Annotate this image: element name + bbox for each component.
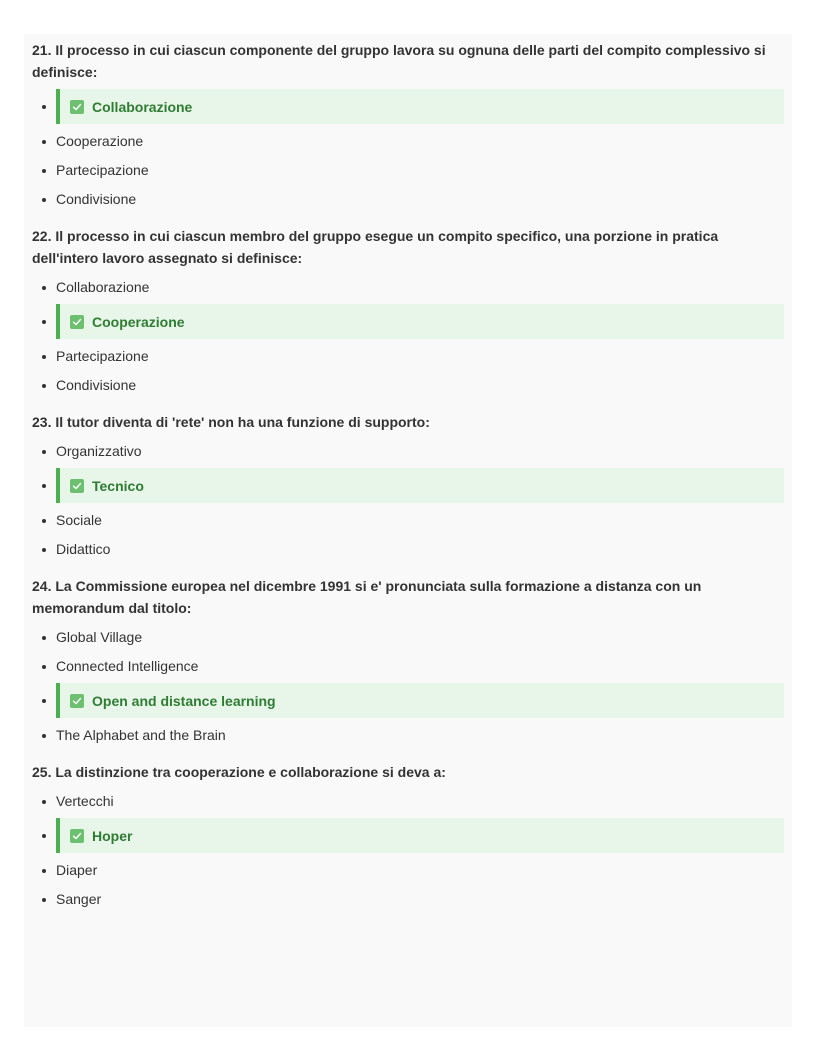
answer-option-correct <box>32 89 784 124</box>
question-21 <box>32 39 784 209</box>
quiz-content <box>24 34 792 909</box>
answer-option: The Alphabet and the Brain <box>32 725 784 745</box>
question-23 <box>32 411 784 559</box>
answer-list <box>32 89 784 209</box>
answer-text: Collaborazione <box>92 98 193 115</box>
answer-option-correct <box>32 683 784 718</box>
answer-list <box>32 791 784 909</box>
question-title: 24. La Commissione europea nel dicembre 1991 si e' pronunciata sulla formazione a distanza con un memorandum dal titolo: <box>32 578 702 616</box>
correct-answer-highlight <box>56 468 784 503</box>
answer-option: Global Village <box>32 627 784 647</box>
answer-option: Diaper <box>32 860 784 880</box>
answer-option: Didattico <box>32 539 784 559</box>
answer-option: Partecipazione <box>32 346 784 366</box>
answer-option: Partecipazione <box>32 160 784 180</box>
answer-option: Collaborazione <box>32 277 784 297</box>
answer-option: Connected Intelligence <box>32 656 784 676</box>
answer-text: Hoper <box>92 827 133 844</box>
answer-option: Vertecchi <box>32 791 784 811</box>
check-box-icon <box>70 100 84 114</box>
answer-option-correct <box>32 304 784 339</box>
correct-answer-highlight <box>56 818 784 853</box>
question-25 <box>32 761 784 909</box>
question-22 <box>32 225 784 395</box>
check-box-icon <box>70 479 84 493</box>
question-title: 23. Il tutor diventa di 'rete' non ha una funzione di supporto: <box>32 414 430 430</box>
check-box-icon <box>70 694 84 708</box>
answer-option: Condivisione <box>32 375 784 395</box>
check-box-icon <box>70 315 84 329</box>
answer-text: Cooperazione <box>92 313 185 330</box>
answer-option: Sociale <box>32 510 784 530</box>
correct-answer-highlight <box>56 683 784 718</box>
answer-list <box>32 441 784 559</box>
answer-option-correct <box>32 468 784 503</box>
check-box-icon <box>70 829 84 843</box>
question-24 <box>32 575 784 745</box>
answer-option: Organizzativo <box>32 441 784 461</box>
correct-answer-highlight <box>56 89 784 124</box>
answer-text: Open and distance learning <box>92 692 276 709</box>
answer-list <box>32 277 784 395</box>
answer-option: Cooperazione <box>32 131 784 151</box>
correct-answer-highlight <box>56 304 784 339</box>
question-title: 22. Il processo in cui ciascun membro del gruppo esegue un compito specifico, una porzione in pratica dell'intero lavoro assegnato si definisce: <box>32 228 719 266</box>
answer-option-correct <box>32 818 784 853</box>
question-title: 21. Il processo in cui ciascun componente del gruppo lavora su ognuna delle parti del compito complessivo si definisce: <box>32 42 766 80</box>
answer-list <box>32 627 784 745</box>
answer-text: Tecnico <box>92 477 144 494</box>
quiz-page <box>24 34 792 1027</box>
answer-option: Condivisione <box>32 189 784 209</box>
answer-option: Sanger <box>32 889 784 909</box>
question-title: 25. La distinzione tra cooperazione e collaborazione si deva a: <box>32 764 446 780</box>
